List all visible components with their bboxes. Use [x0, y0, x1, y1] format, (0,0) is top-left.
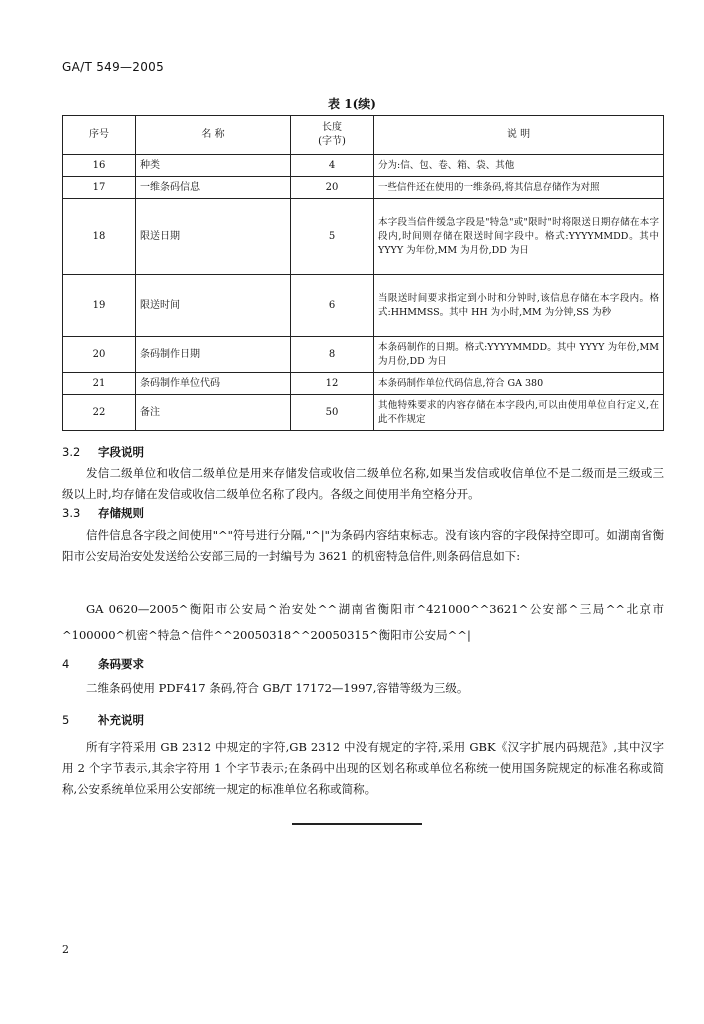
table-row	[63, 155, 664, 177]
table-row	[63, 395, 664, 431]
row-length: 4	[291, 155, 374, 177]
section-title: 补充说明	[98, 713, 144, 727]
row-description: 本字段当信件缓急字段是"特急"或"限时"时将限送日期存储在本字段内,时间则存储在限送时间字段中。格式:YYYYMMDD。其中 YYYY 为年份,MM 为月份,DD 为日	[374, 199, 664, 275]
header-name: 名 称	[136, 116, 291, 155]
row-no: 17	[63, 177, 136, 199]
header-description: 说 明	[374, 116, 664, 155]
page-number: 2	[62, 943, 69, 956]
section-title: 存储规则	[98, 506, 144, 520]
row-no: 20	[63, 337, 136, 373]
row-description: 分为:信、包、卷、箱、袋、其他	[374, 155, 664, 177]
table-row	[63, 373, 664, 395]
row-length: 20	[291, 177, 374, 199]
section-heading-5	[62, 712, 144, 728]
row-length: 8	[291, 337, 374, 373]
row-name: 备注	[136, 395, 291, 431]
field-spec-table	[62, 115, 664, 431]
row-description: 一些信件还在使用的一维条码,将其信息存储作为对照	[374, 177, 664, 199]
section-number: 3.2	[62, 445, 81, 459]
end-rule	[292, 823, 422, 825]
section-number: 3.3	[62, 506, 81, 520]
row-name: 条码制作单位代码	[136, 373, 291, 395]
row-length: 6	[291, 275, 374, 337]
table-row	[63, 337, 664, 373]
section-number: 5	[62, 713, 70, 727]
section-heading-3-3	[62, 505, 144, 521]
table-row	[63, 199, 664, 275]
row-name: 一维条码信息	[136, 177, 291, 199]
header-length: 长度 (字节)	[291, 116, 374, 155]
row-length: 5	[291, 199, 374, 275]
row-length: 50	[291, 395, 374, 431]
barcode-example: GA 0620—2005^衡阳市公安局^治安处^^湖南省衡阳市^421000^^3621^公安部^三局^^北京市^100000^机密^特急^信件^^20050318^^20050315^衡阳市公安局^^|	[62, 602, 664, 642]
row-name: 限送日期	[136, 199, 291, 275]
row-description: 其他特殊要求的内容存储在本字段内,可以由使用单位自行定义,在此不作规定	[374, 395, 664, 431]
table-header-row	[63, 116, 664, 155]
section-number: 4	[62, 657, 70, 671]
section-5-paragraph: 所有字符采用 GB 2312 中规定的字符,GB 2312 中没有规定的字符,采用 GBK《汉字扩展内码规范》,其中汉字用 2 个字节表示,其余字符用 1 个字节表示;在条码中出现的区划名称或单位名称统一使用国务院规定的标准名称或简称,公安系统单位采用公安部统一规定的标准单位名称或简称。	[62, 740, 664, 796]
row-no: 22	[63, 395, 136, 431]
row-name: 条码制作日期	[136, 337, 291, 373]
row-no: 19	[63, 275, 136, 337]
section-heading-4	[62, 656, 144, 672]
section-title: 字段说明	[98, 445, 144, 459]
row-length: 12	[291, 373, 374, 395]
row-description: 本条码制作单位代码信息,符合 GA 380	[374, 373, 664, 395]
table-row	[63, 177, 664, 199]
row-no: 18	[63, 199, 136, 275]
row-no: 16	[63, 155, 136, 177]
section-title: 条码要求	[98, 657, 144, 671]
section-3-3-paragraph: 信件信息各字段之间使用"^"符号进行分隔,"^|"为条码内容结束标志。没有该内容的字段保持空即可。如湖南省衡阳市公安局治安处发送给公安部三局的一封编号为 3621 的机密特急信件,则条码信息如下:	[62, 528, 664, 563]
section-4-paragraph: 二维条码使用 PDF417 条码,符合 GB/T 17172—1997,容错等级为三级。	[86, 681, 469, 695]
standard-code: GA/T 549—2005	[62, 60, 165, 74]
row-name: 限送时间	[136, 275, 291, 337]
table-caption: 表 1(续)	[328, 97, 376, 111]
row-description: 本条码制作的日期。格式:YYYYMMDD。其中 YYYY 为年份,MM 为月份,DD 为日	[374, 337, 664, 373]
section-3-2-paragraph: 发信二级单位和收信二级单位是用来存储发信或收信二级单位名称,如果当发信或收信单位不是二级而是三级或三级以上时,均存储在发信或收信二级单位名称了段内。各级之间使用半角空格分开。	[62, 466, 664, 501]
row-description: 当限送时间要求指定到小时和分钟时,该信息存储在本字段内。格式:HHMMSS。其中 HH 为小时,MM 为分钟,SS 为秒	[374, 275, 664, 337]
section-heading-3-2	[62, 444, 144, 460]
table-row	[63, 275, 664, 337]
row-name: 种类	[136, 155, 291, 177]
header-no: 序号	[63, 116, 136, 155]
row-no: 21	[63, 373, 136, 395]
